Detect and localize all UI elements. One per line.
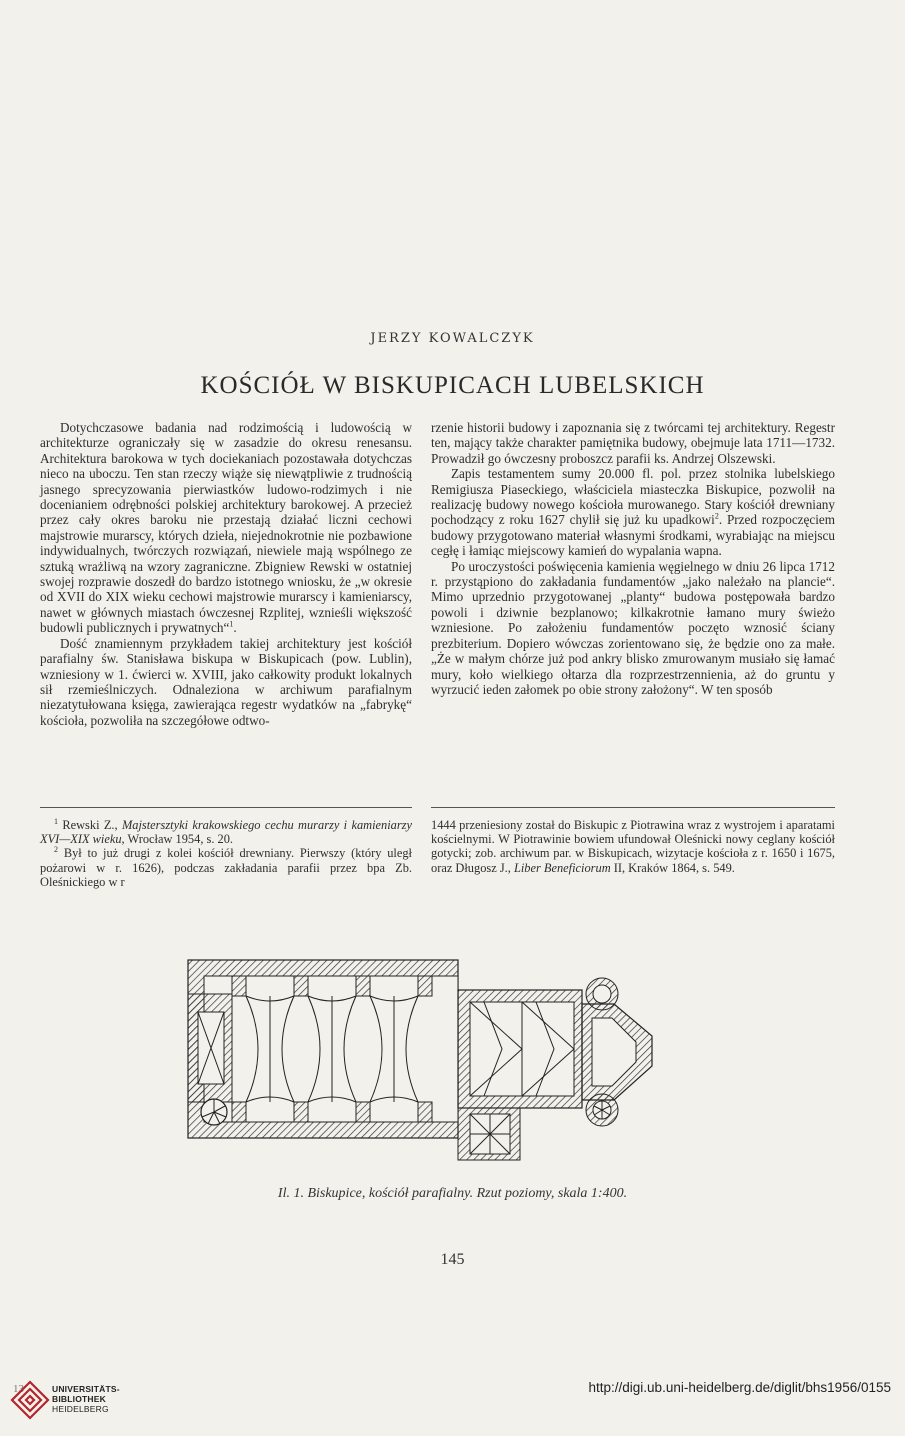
right-text-column: [431, 420, 835, 697]
library-logo-icon: [10, 1380, 50, 1420]
paragraph: Dość znamiennym przykładem takiej architektury jest kościół parafialny św. Stanisława biskupa w Biskupicach (pow. Lublin), wzniesiony w 1. ćwierci w. XVIII, jako całkowity produkt lokalnych sił rzemieślniczych. Odnaleziona w archiwum parafialnym niezatytułowana księga, zawierająca regestr wydatków na „fabrykę“ kościoła, pozwoliła na szczegółowe odtwo-: [40, 635, 412, 728]
footnote-rule: [431, 807, 835, 808]
nave-interior: [204, 976, 458, 1122]
figure-caption: Il. 1. Biskupice, kościół parafialny. Rzut poziomy, skala 1:400.: [277, 1186, 628, 1201]
left-text-column: [40, 420, 412, 728]
church-floor-plan: [184, 954, 658, 1164]
source-url-link[interactable]: http://digi.ub.uni-heidelberg.de/diglit/bhs1956/0155: [588, 1380, 891, 1395]
footnotes-left: [40, 818, 412, 889]
footnote-ref[interactable]: 1: [229, 619, 234, 629]
footnote: $^2$ Był to już drugi z kolei kościół drewniany. Pierwszy (który uległ pożarowi w r. 1626), podczas zakładania parafii przez bpa Zb. Oleśnickiego w r: [40, 845, 412, 889]
footnote: $^1$ Rewski Z., Majstersztyki krakowskiego cechu murarzy i kamieniarzy XVI—XIX wieku, Wrocław 1954, s. 20.: [40, 816, 413, 847]
footnote-continuation: 1444 przeniesiony został do Biskupic z Piotrawina wraz z wystrojem i aparatami kościelnymi. W Piotrawinie bowiem ufundował Oleśnicki nowy ceglany kościół gotycki; zob. archiwum par. w Biskupicach, wizytacje kościoła z r. 1650 i 1675, oraz Długosz J., Liber Beneficiorum II, Kraków 1864, s. 549.: [431, 818, 835, 875]
paragraph: Dotychczasowe badania nad rodzimością i ludowością w architekturze ograniczały się w zasadzie do okresu renesansu. Architektura barokowa w tych dociekaniach pozostawała dotychczas nieco na uboczu. Ten stan rzeczy wiąże się niewątpliwie z trudnością jasnego sprecyzowania pierwiastków ludowo-rodzimych i nie docenianiem odrębności polskiej architektury barokowej. A przecież przez cały okres baroku nie przestają działać liczni cechowi majstrowie murarscy, których dzieła, niejednokrotnie nie pozbawione indywidualnych, twórczych rozwiązań, niewiele mają wspólnego ze sztuką wrażliwą na wzory zagraniczne. Zbigniew Rewski w ostatniej swojej rozprawie doszedł do bardzo istotnego wniosku, że „w okresie od XVII do XIX wieku cechowi majstrowie murarscy i kamieniarscy, nawet w głównych miastach ówczesnej Rzplitej, wznieśli większość budowli publicznych i prywatnych“$^1$.: [40, 420, 412, 636]
footnote-rule: [40, 807, 412, 808]
paragraph: Zapis testamentem sumy 20.000 fl. pol. przez stolnika lubelskiego Remigiusza Piaseckiego, właściciela miasteczka Biskupice, pozwolił na realizację budowy nowego kościoła murowanego. Stary kościół drewniany pochodzący z roku 1627 chylił się już ku upadkowi$^2$. Przed rozpoczęciem budowy przygotowano materiał własnymi środkami, wyrabiając na miejscu cegłę i łamiąc miejscowy kamień do wypalania wapna.: [431, 466, 836, 559]
author-name: JERZY KOWALCZYK: [370, 331, 535, 346]
library-name: UNIVERSITÄTS- BIBLIOTHEK HEIDELBERG: [52, 1384, 120, 1414]
article-title: KOŚCIÓŁ W BISKUPICACH LUBELSKICH: [200, 372, 705, 399]
margin-mark: 13: [13, 1383, 24, 1395]
paragraph: Po uroczystości poświęcenia kamienia węgielnego w dniu 26 lipca 1712 r. przystąpiono do zakładania fundamentów „jako należało na plancie“. Mimo uprzednio przygotowanej „planty“ budowa postępowała bardzo powoli i dziwnie bezplanowo; kilkakrotnie łamano mury świeżo wzniesione. Po założeniu fundamentów poczęto wznosić ściany prezbiterium. Dopiero wówczas zorientowano się, że będzie ono za małe. „Że w małym chórze już pod ankry blisko zmurowanym musiało się łamać mury, koło wielkiego ołtarza dla rozprzestrzennienia, aż do gruntu y wyrzucić ieden załomek po obie strony założony“. W ten sposób: [431, 558, 835, 697]
paragraph: rzenie historii budowy i zapoznania się z twórcami tej architektury. Regestr ten, mający także charakter pamiętnika budowy, obejmuje lata 1711—1732. Prowadził go ówczesny proboszcz parafii ks. Andrzej Olszewski.: [431, 420, 835, 466]
page-number: 145: [440, 1251, 465, 1268]
footnote-ref[interactable]: 2: [714, 512, 719, 522]
footnotes-right: [431, 818, 835, 875]
